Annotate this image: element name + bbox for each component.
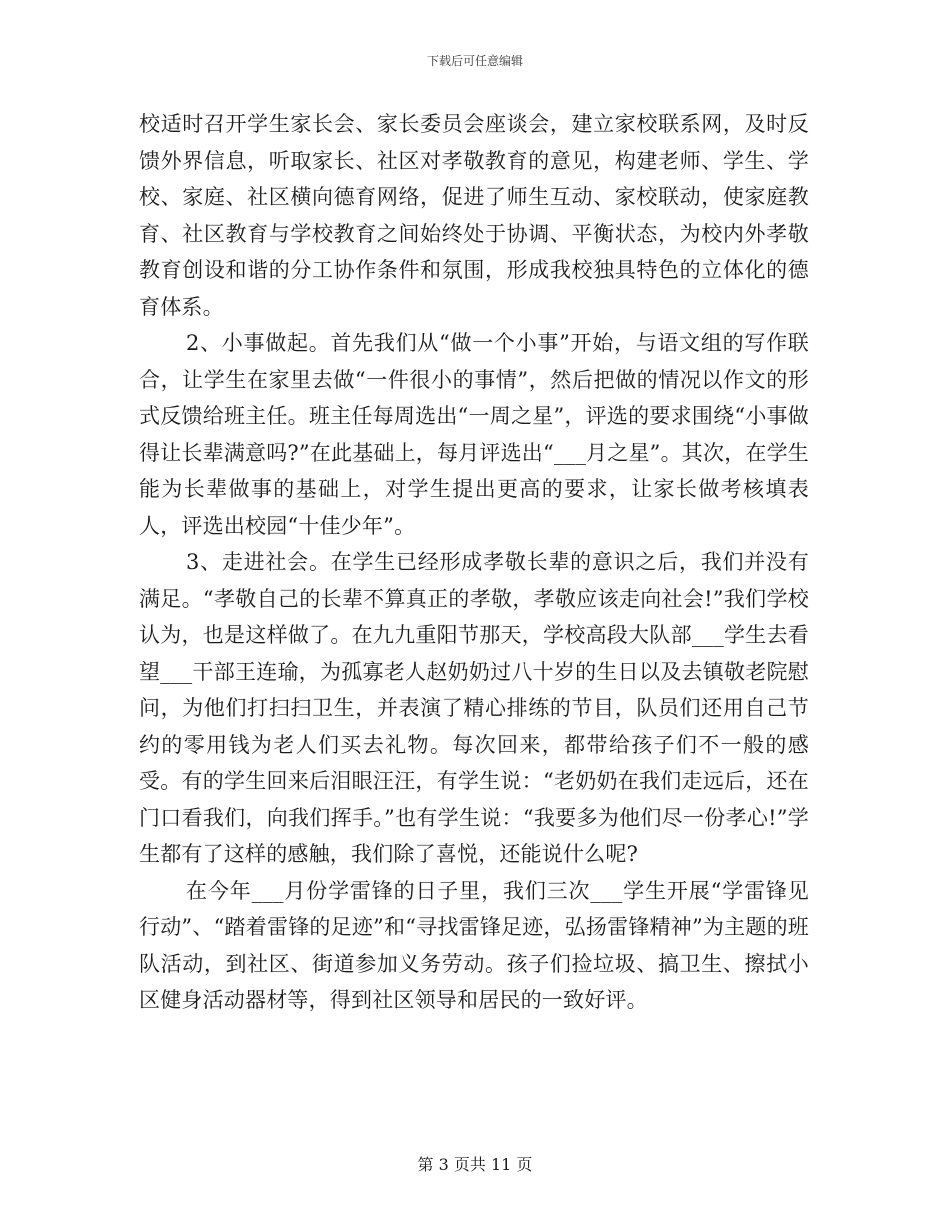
paragraph-lei-feng: 在今年___月份学雷锋的日子里，我们三次___学生开展“学雷锋见行动”、“踏着雷锋的足迹”和“寻找雷锋足迹，弘扬雷锋精神”为主题的班队活动，到社区、街道参加义务劳动。孩子们捡垃圾、搞卫生、擦拭小区健身活动器材等，得到社区领导和居民的一致好评。 xyxy=(139,878,809,1012)
document-body xyxy=(139,106,809,1019)
page-number: 第 3 页共 11 页 xyxy=(417,1155,533,1174)
paragraph-small-things: 2、小事做起。首先我们从“做一个小事”开始，与语文组的写作联合，让学生在家里去做“一件很小的事情”，然后把做的情况以作文的形式反馈给班主任。班主任每周选出“一周之星”，评选的要求围绕“小事做得让长辈满意吗?”在此基础上，每月评选出“___月之星”。其次，在学生能为长辈做事的基础上，对学生提出更高的要求，让家长做考核填表人，评选出校园“十佳少年”。 xyxy=(139,331,809,538)
paragraph-continuation: 校适时召开学生家长会、家长委员会座谈会，建立家校联系网，及时反馈外界信息，听取家长、社区对孝敬教育的意见，构建老师、学生、学校、家庭、社区横向德育网络，促进了师生互动、家校联动，使家庭教育、社区教育与学校教育之间始终处于协调、平衡状态，为校内外孝敬教育创设和谐的分工协作条件和氛围，形成我校独具特色的立体化的德育体系。 xyxy=(139,112,809,319)
paragraph-enter-society: 3、走进社会。在学生已经形成孝敬长辈的意识之后，我们并没有满足。“孝敬自己的长辈不算真正的孝敬，孝敬应该走向社会!”我们学校认为，也是这样做了。在九九重阳节那天，学校高段大队部___学生去看望___干部王连瑜，为孤寡老人赵奶奶过八十岁的生日以及去镇敬老院慰问，为他们打扫扫卫生，并表演了精心排练的节目，队员们还用自己节约的零用钱为老人们买去礼物。每次回来，都带给孩子们不一般的感受。有的学生回来后泪眼汪汪，有学生说：“老奶奶在我们走远后，还在门口看我们，向我们挥手。”也有学生说：“我要多为他们尽一份孝心!”学生都有了这样的感触，我们除了喜悦，还能说什么呢? xyxy=(139,550,809,866)
page-header: 下载后可任意编辑 xyxy=(426,54,523,68)
